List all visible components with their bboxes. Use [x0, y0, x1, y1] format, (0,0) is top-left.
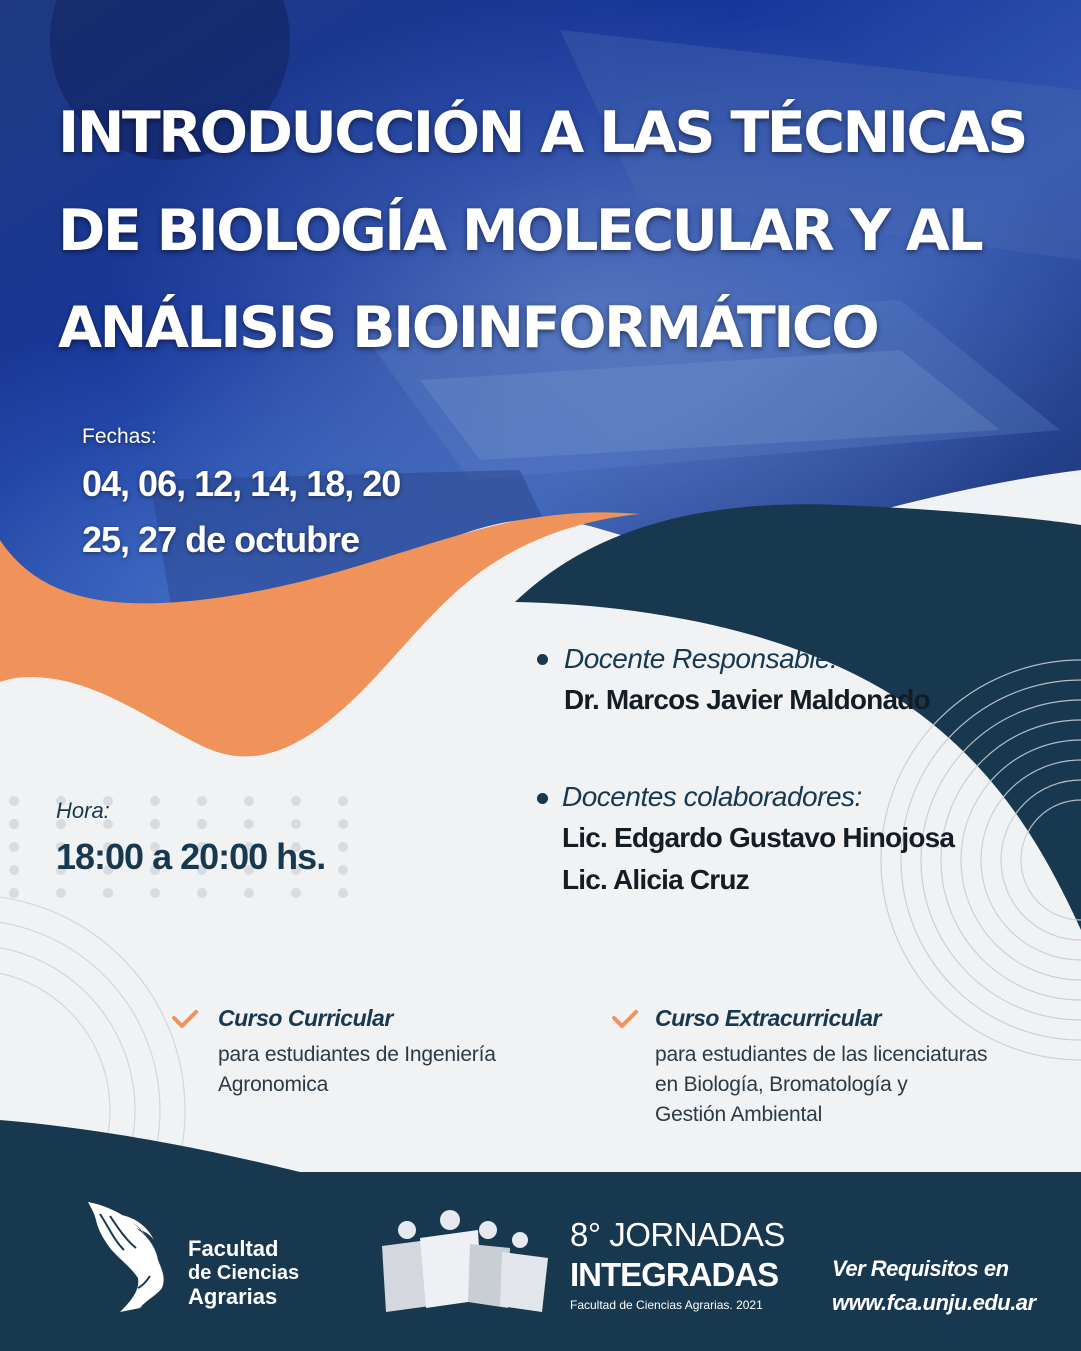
decorative-dot: [150, 819, 160, 829]
course-title-extracurricular: Curso Extracurricular: [655, 1005, 881, 1031]
decorative-dot: [291, 888, 301, 898]
dates-line-2: 25, 27 de octubre: [82, 519, 360, 560]
decorative-dot: [244, 819, 254, 829]
decorative-dot: [338, 842, 348, 852]
jornadas-line-2: INTEGRADAS: [570, 1256, 779, 1293]
bottom-wave: [0, 1120, 300, 1172]
title-line-1: INTRODUCCIÓN A LAS TÉCNICAS: [58, 100, 1026, 166]
decorative-dot: [150, 796, 160, 806]
title-line-3: ANÁLISIS BIOINFORMÁTICO: [58, 295, 878, 361]
faculty-logo-line: Agrarias: [188, 1284, 278, 1309]
faculty-logo-line: Facultad: [188, 1236, 279, 1261]
jornadas-logo-icon: [380, 1208, 560, 1318]
decorative-dot: [291, 796, 301, 806]
decorative-dot: [244, 888, 254, 898]
dates-label: Fechas:: [82, 425, 157, 448]
decorative-dot: [197, 796, 207, 806]
footer: [0, 1172, 1081, 1351]
decorative-dot: [338, 888, 348, 898]
course-desc-line: Agronomica: [218, 1073, 329, 1096]
collaborator-name: Lic. Alicia Cruz: [562, 864, 749, 895]
hours-label: Hora:: [56, 798, 110, 823]
course-title-curricular: Curso Curricular: [218, 1005, 393, 1031]
decorative-dot: [338, 796, 348, 806]
responsible-name: Dr. Marcos Javier Maldonado: [564, 684, 930, 715]
hours-value: 18:00 a 20:00 hs.: [56, 836, 326, 877]
course-desc-extracurricular: [655, 1040, 987, 1130]
decorative-dot: [338, 865, 348, 875]
bullet-dot-icon: [537, 654, 548, 665]
decorative-dot: [103, 888, 113, 898]
decorative-dot: [197, 888, 207, 898]
decorative-dot: [197, 819, 207, 829]
checkmark-icon: [612, 1009, 638, 1029]
faculty-logo-text: [188, 1237, 299, 1309]
faculty-logo-icon: [80, 1196, 180, 1316]
title-line-2: DE BIOLOGÍA MOLECULAR Y AL: [58, 198, 982, 264]
jornadas-line-1: 8° JORNADAS: [570, 1216, 785, 1253]
requisitos-link[interactable]: www.fca.unju.edu.ar: [832, 1290, 1036, 1315]
requisitos-label: Ver Requisitos en: [832, 1256, 1009, 1281]
decorative-dot: [291, 819, 301, 829]
course-desc-line: Gestión Ambiental: [655, 1103, 823, 1126]
dates-line-1: 04, 06, 12, 14, 18, 20: [82, 463, 401, 504]
course-desc-line: para estudiantes de las licenciaturas: [655, 1043, 988, 1066]
decorative-dot: [9, 865, 19, 875]
course-desc-line: en Biología, Bromatología y: [655, 1073, 908, 1096]
bullet-dot-icon: [537, 793, 548, 804]
decorative-dot: [9, 888, 19, 898]
course-desc-line: para estudiantes de Ingeniería: [218, 1043, 496, 1066]
decorative-dot: [56, 888, 66, 898]
course-desc-curricular: [218, 1040, 496, 1100]
decorative-dot: [338, 819, 348, 829]
decorative-dot: [9, 842, 19, 852]
checkmark-icon: [172, 1009, 198, 1029]
faculty-logo-line: de Ciencias: [188, 1262, 300, 1284]
collaborators-label: Docentes colaboradores:: [562, 781, 862, 812]
jornadas-line-3: Facultad de Ciencias Agrarias. 2021: [570, 1298, 763, 1312]
decorative-dot: [9, 796, 19, 806]
decorative-dot: [150, 888, 160, 898]
decorative-dot: [9, 819, 19, 829]
collaborator-name: Lic. Edgardo Gustavo Hinojosa: [562, 822, 955, 853]
decorative-dot: [244, 796, 254, 806]
responsible-label: Docente Responsable:: [564, 643, 838, 674]
